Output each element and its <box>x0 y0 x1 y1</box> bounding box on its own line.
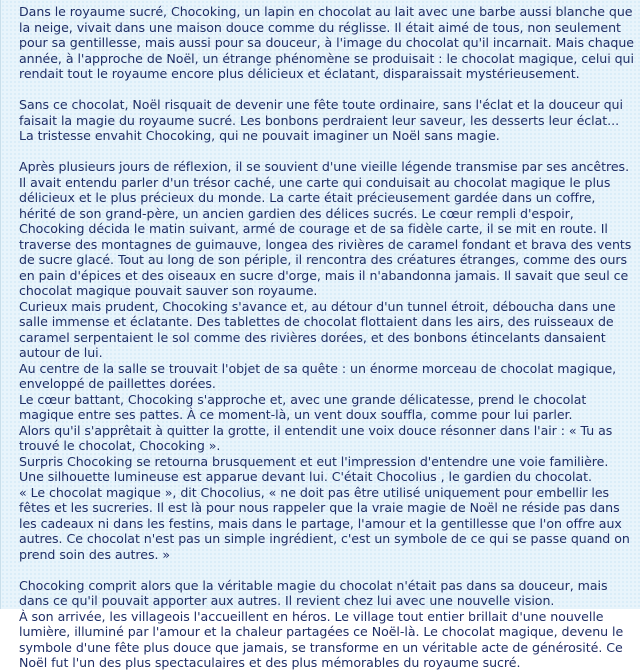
story-paragraph-11: Chocoking comprit alors que la véritable magie du chocolat n'était pas dans sa douceur, mais dans ce qu'il pouvait apporter aux autres. Il revient chez lui avec une nouvelle vision. <box>19 577 608 608</box>
story-paragraph-1: Dans le royaume sucré, Chocoking, un lapin en chocolat au lait avec une barbe aussi blanche que la neige, vivait dans une maison douce comme du réglisse. Il était aimé de tous, non seulement pour sa gentillesse, mais aussi pour sa douceur, à l'image du chocolat qu'il incarnait. Mais chaque année, à l'approche de Noël, un étrange phénomène se produisait : le chocolat magique, celui qui rendait tout le royaume encore plus délicieux et éclatant, disparaissait mystérieusement. <box>19 4 634 81</box>
story-paragraph-9: Une silhouette lumineuse est apparue devant lui. C'était Chocolius , le gardien du chocolat. <box>19 469 592 484</box>
story-paragraph-2: Sans ce chocolat, Noël risquait de devenir une fête toute ordinaire, sans l'éclat et la douceur qui faisait la magie du royaume sucré. Les bonbons perdraient leur saveur, les desserts leur éclat... La tristesse envahit Chocoking, qui ne pouvait imaginer un Noël sans magie. <box>19 97 623 143</box>
story-paragraph-4: Curieux mais prudent, Chocoking s'avance et, au détour d'un tunnel étroit, déboucha dans une salle immense et éclatante. Des tablettes de chocolat flottaient dans les airs, des ruisseaux de caramel serpentaient le sol comme des rivières dorées, et des bonbons étincelants dansaient autour de lui. <box>19 298 616 360</box>
story-paragraph-3: Après plusieurs jours de réflexion, il se souvient d'une vieille légende transmise par ses ancêtres. Il avait entendu parler d'un trésor caché, une carte qui conduisait au chocolat magique le plus délicieux et le plus précieux du monde. La carte était précieusement gardée dans un coffre, hérité de son grand-père, un ancien gardien des délices sucrés. Le cœur rempli d'espoir, Chocoking décida le matin suivant, armé de courage et de sa fidèle carte, il se mit en route. Il traverse des montagnes de guimauve, longea des rivières de caramel fondant et brava des vents de sucre glacé. Tout au long de son périple, il rencontra des créatures étranges, comme des ours en pain d'épices et des oiseaux en sucre d'orge, mais il n'abandonna jamais. Il savait que seul ce chocolat magique pouvait sauver son royaume. <box>19 159 632 298</box>
story-paragraph-12: À son arrivée, les villageois l'accueillent en héros. Le village tout entier brillait d'une nouvelle lumière, illuminé par l'amour et la chaleur partagées ce Noël-là. Le chocolat magique, devenu le symbole d'une fête plus douce que jamais, se transforme en un véritable acte de générosité. Ce Noël fut l'un des plus spectaculaires et des plus mémorables du royaume sucré. <box>19 608 624 670</box>
story-paragraph-7: Alors qu'il s'apprêtait à quitter la grotte, il entendit une voix douce résonner dans l'air : « Tu as trouvé le chocolat, Chocoking ». <box>19 422 613 453</box>
story-text <box>19 4 634 671</box>
story-paragraph-5: Au centre de la salle se trouvait l'objet de sa quête : un énorme morceau de chocolat magique, enveloppé de paillettes dorées. <box>19 360 617 391</box>
story-paragraph-10: « Le chocolat magique », dit Chocolius, « ne doit pas être utilisé uniquement pour embellir les fêtes et les sucreries. Il est là pour nous rappeler que la vraie magie de Noël ne réside pas dans les cadeaux ni dans les festins, mais dans le partage, l'amour et la gentillesse que l'on offre aux autres. Ce chocolat n'est pas un simple ingrédient, c'est un symbole de ce qui se passe quand on prend soin des autres. » <box>19 484 630 562</box>
story-paragraph-8: Surpris Chocoking se retourna brusquement et eut l'impression d'entendre une voie familière. <box>19 453 609 469</box>
story-paragraph-6: Le cœur battant, Chocoking s'approche et, avec une grande délicatesse, prend le chocolat magique entre ses pattes. À ce moment-là, un vent doux souffla, comme pour lui parler. <box>19 391 587 422</box>
